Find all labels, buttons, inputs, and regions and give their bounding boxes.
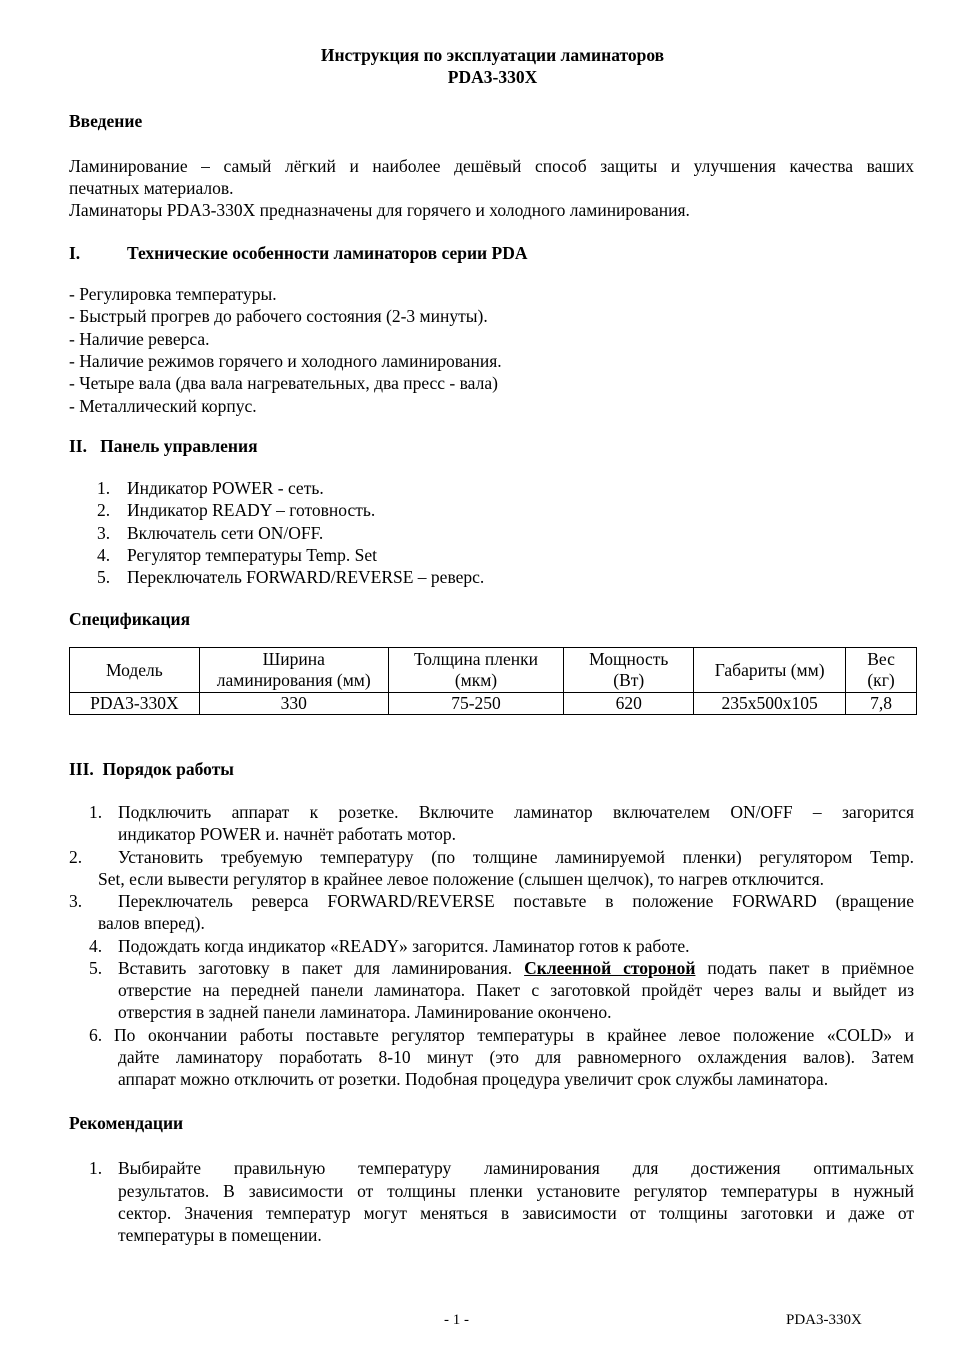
section1-number: I.: [69, 243, 81, 263]
step-text: индикатор POWER и. начнёт работать мотор.: [118, 824, 456, 844]
section3-heading: III. Порядок работы: [69, 759, 234, 779]
panel-item-number: 5.: [97, 567, 111, 587]
step-text: отверстия в задней панели ламинатора. Ламинирование окончено.: [118, 1002, 612, 1022]
step-text: Вставить заготовку в пакет для ламинирования. Склеенной стороной подать пакет в приёмное: [118, 958, 914, 978]
section2-heading: II. Панель управления: [69, 436, 258, 456]
spec-cell: 75-250: [388, 693, 564, 715]
document-title: Инструкция по эксплуатации ламинаторов: [320, 45, 665, 65]
step-text: Переключатель реверса FORWARD/REVERSE поставьте в положение FORWARD (вращение: [118, 891, 914, 911]
panel-item: Индикатор READY – готовность.: [127, 500, 376, 520]
step-number: 3.: [69, 891, 83, 911]
panel-item: Включатель сети ON/OFF.: [127, 523, 324, 543]
intro-paragraph-2: Ламинаторы PDA3-330X предназначены для горячего и холодного ламинирования.: [69, 200, 690, 220]
intro-paragraph-line2: печатных материалов.: [69, 178, 234, 198]
spec-cell: 235x500x105: [694, 693, 846, 715]
spec-header-cell: Габариты (мм): [694, 648, 846, 693]
feature-item: - Регулировка температуры.: [69, 284, 277, 304]
rec-number: 1.: [89, 1158, 103, 1178]
feature-item: - Наличие режимов горячего и холодного ламинирования.: [69, 351, 502, 371]
spec-header-cell: Модель: [70, 648, 200, 693]
panel-item-number: 1.: [97, 478, 111, 498]
spec-cell: 7,8: [846, 693, 917, 715]
spec-heading: Спецификация: [69, 609, 191, 629]
rec-text: Выбирайте правильную температуру ламинирования для достижения оптимальных: [118, 1158, 914, 1178]
panel-item: Регулятор температуры Temp. Set: [127, 545, 377, 565]
rec-text: температуры в помещении.: [118, 1225, 322, 1245]
rec-text: сектор. Значения температур могут меняться в зависимости от толщины заготовки и даже от: [118, 1203, 914, 1223]
table-row: [70, 693, 917, 715]
rec-text: результатов. В зависимости от толщины пленки установите регулятор температуры в нужный: [118, 1181, 914, 1201]
intro-heading: Введение: [69, 111, 143, 131]
emphasis-text: Склеенной стороной: [524, 958, 696, 978]
panel-item: Переключатель FORWARD/REVERSE – реверс.: [127, 567, 485, 587]
spec-cell: 330: [199, 693, 388, 715]
feature-item: - Металлический корпус.: [69, 396, 257, 416]
step-text: Set, если вывести регулятор в крайнее левое положение (слышен щелчок), то нагрев отключится.: [98, 869, 825, 889]
spec-cell: PDA3-330X: [70, 693, 200, 715]
step-text: Установить требуемую температуру (по толщине ламинируемой пленки) регулятором Temp.: [118, 847, 914, 867]
footer-model: PDA3-330X: [786, 1312, 862, 1328]
step-number: 5.: [89, 958, 103, 978]
step-text: По окончании работы поставьте регулятор температуры в крайнее левое положение «COLD» и: [114, 1025, 914, 1045]
page-number: - 1 -: [444, 1312, 469, 1328]
section1-heading: Технические особенности ламинаторов серии PDA: [127, 243, 528, 263]
feature-item: - Быстрый прогрев до рабочего состояния (2-3 минуты).: [69, 306, 488, 326]
step-text: валов вперед).: [98, 913, 205, 933]
step-number: 6.: [89, 1025, 103, 1045]
intro-paragraph-line1: Ламинирование – самый лёгкий и наиболее дешёвый способ защиты и улучшения качества ваших: [69, 156, 914, 176]
spec-cell: 620: [564, 693, 694, 715]
step-text: Подождать когда индикатор «READY» загорится. Ламинатор готов к работе.: [118, 936, 690, 956]
step-number: 2.: [69, 847, 83, 867]
panel-item-number: 4.: [97, 545, 111, 565]
step-text: Подключить аппарат к розетке. Включите ламинатор включателем ON/OFF – загорится: [118, 802, 914, 822]
panel-item-number: 2.: [97, 500, 111, 520]
feature-item: - Четыре вала (два вала нагревательных, два пресс - вала): [69, 373, 498, 393]
panel-item-number: 3.: [97, 523, 111, 543]
step-text: аппарат можно отключить от розетки. Подобная процедура увеличит срок службы ламинатора.: [118, 1069, 829, 1089]
step-number: 1.: [89, 802, 103, 822]
panel-item: Индикатор POWER - сеть.: [127, 478, 324, 498]
feature-item: - Наличие реверса.: [69, 329, 210, 349]
step-text: дайте ламинатору поработать 8-10 минут (это для равномерного охлаждения валов). Затем: [118, 1047, 914, 1067]
step-number: 4.: [89, 936, 103, 956]
spec-header-cell: Вес (кг): [846, 648, 917, 693]
document-subtitle: PDA3-330X: [447, 67, 538, 87]
spec-header-cell: Ширина ламинирования (мм): [199, 648, 388, 693]
step-text: отверстие на передней панели ламинатора. Пакет с заготовкой пройдёт через валы и выйдет из: [118, 980, 914, 1000]
recommendations-heading: Рекомендации: [69, 1113, 184, 1133]
spec-header-cell: Толщина пленки (мкм): [388, 648, 564, 693]
spec-table: [69, 647, 917, 715]
spec-header-cell: Мощность (Вт): [564, 648, 694, 693]
